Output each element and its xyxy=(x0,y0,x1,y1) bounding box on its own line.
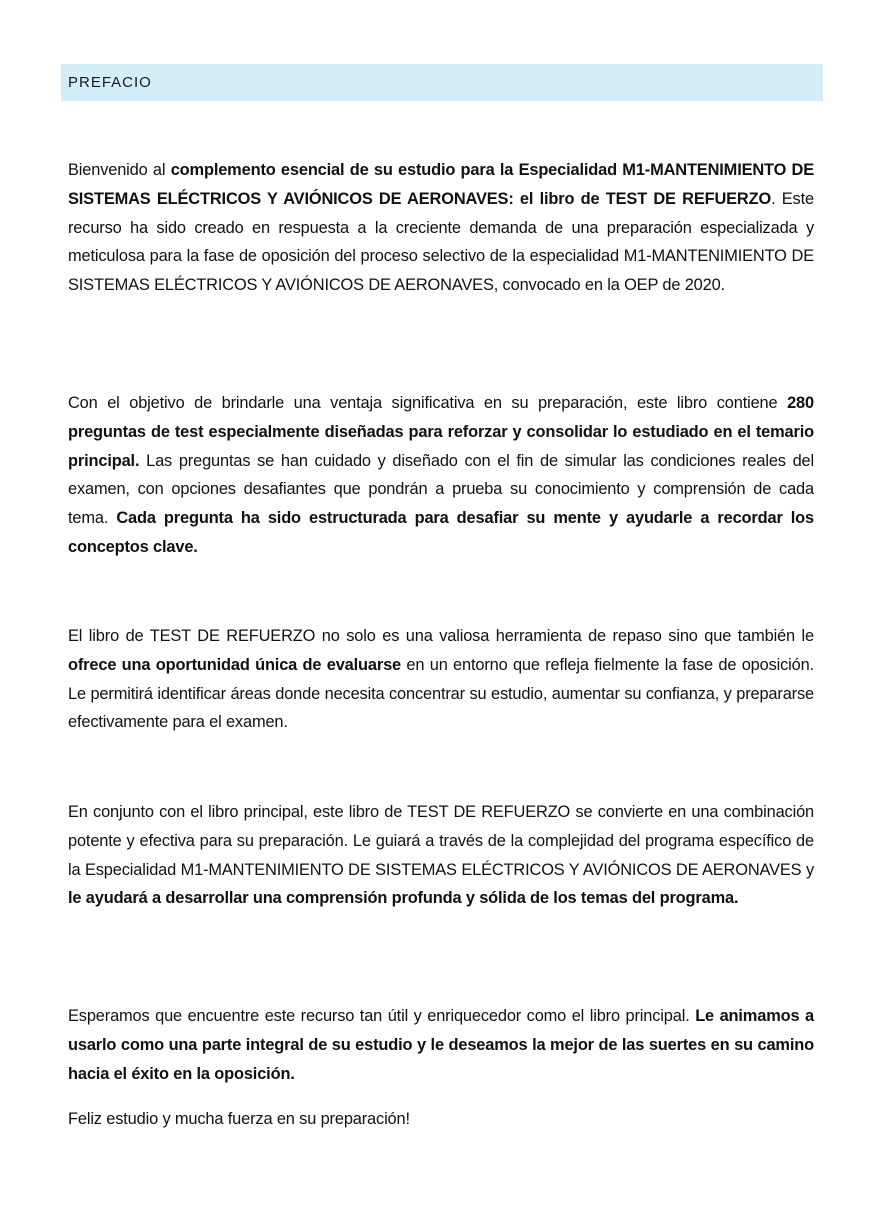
text-run: El libro de TEST DE REFUERZO no solo es una valiosa herramienta de repaso sino que también le xyxy=(68,627,814,645)
text-run: Las preguntas se han cuidado y diseñado con el fin de simular las condiciones reales del examen, con opciones desafiantes que pondrán a prueba su conocimiento y comprensión de cada tema. xyxy=(68,451,814,528)
paragraph-objective xyxy=(68,389,814,562)
text-run-bold: complemento esencial de su estudio para la Especialidad M1-MANTENIMIENTO DE SISTEMAS ELÉCTRICOS Y AVIÓNICOS DE AERONAVES: el libro de TEST DE REFUERZO xyxy=(68,161,815,208)
text-run: en un entorno que refleja fielmente la fase de oposición. Le permitirá identificar áreas donde necesita concentrar su estudio, aumentar su confianza, y prepararse efectivamente para el examen. xyxy=(68,655,814,732)
paragraph-closing xyxy=(68,1002,814,1088)
text-run-bold: le ayudará a desarrollar una comprensión profunda y sólida de los temas del programa. xyxy=(68,889,739,908)
text-run: En conjunto con el libro principal, este libro de TEST DE REFUERZO se convierte en una combinación potente y efectiva para su preparación. Le guiará a través de la complejidad del programa específico de la Especialidad M1-MANTENIMIENTO DE SISTEMAS ELÉCTRICOS Y AVIÓNICOS DE AERONAVES y xyxy=(68,803,814,879)
paragraph-welcome xyxy=(68,156,814,300)
paragraph-evaluation xyxy=(68,622,814,737)
text-run: Feliz estudio y mucha fuerza en su preparación! xyxy=(68,1110,410,1128)
paragraph-farewell xyxy=(68,1105,410,1134)
text-run-bold: 280 preguntas de test especialmente diseñadas para reforzar y consolidar lo estudiado en el temario principal. xyxy=(68,394,814,470)
section-header-bar xyxy=(61,64,823,101)
text-run-bold: Le animamos a usarlo como una parte integral de su estudio y le deseamos la mejor de las suertes en su camino hacia el éxito en la oposición. xyxy=(68,1007,814,1083)
text-run: Con el objetivo de brindarle una ventaja significativa en su preparación, este libro contiene xyxy=(68,394,788,412)
text-run: Esperamos que encuentre este recurso tan útil y enriquecedor como el libro principal. xyxy=(68,1007,696,1025)
text-run-bold: Cada pregunta ha sido estructurada para desafiar su mente y ayudarle a recordar los conceptos clave. xyxy=(68,509,814,556)
section-title: PREFACIO xyxy=(68,74,152,91)
text-run: . Este recurso ha sido creado en respuesta a la creciente demanda de una preparación especializada y meticulosa para la fase de oposición del proceso selectivo de la especialidad M1-MANTENIMIENTO DE SISTEMAS ELÉCTRICOS Y AVIÓNICOS DE AERONAVES, convocado en la OEP de 2020. xyxy=(68,189,814,295)
text-run-bold: ofrece una oportunidad única de evaluarse xyxy=(68,655,402,674)
paragraph-combination xyxy=(68,798,814,913)
text-run: Bienvenido al xyxy=(68,161,171,179)
